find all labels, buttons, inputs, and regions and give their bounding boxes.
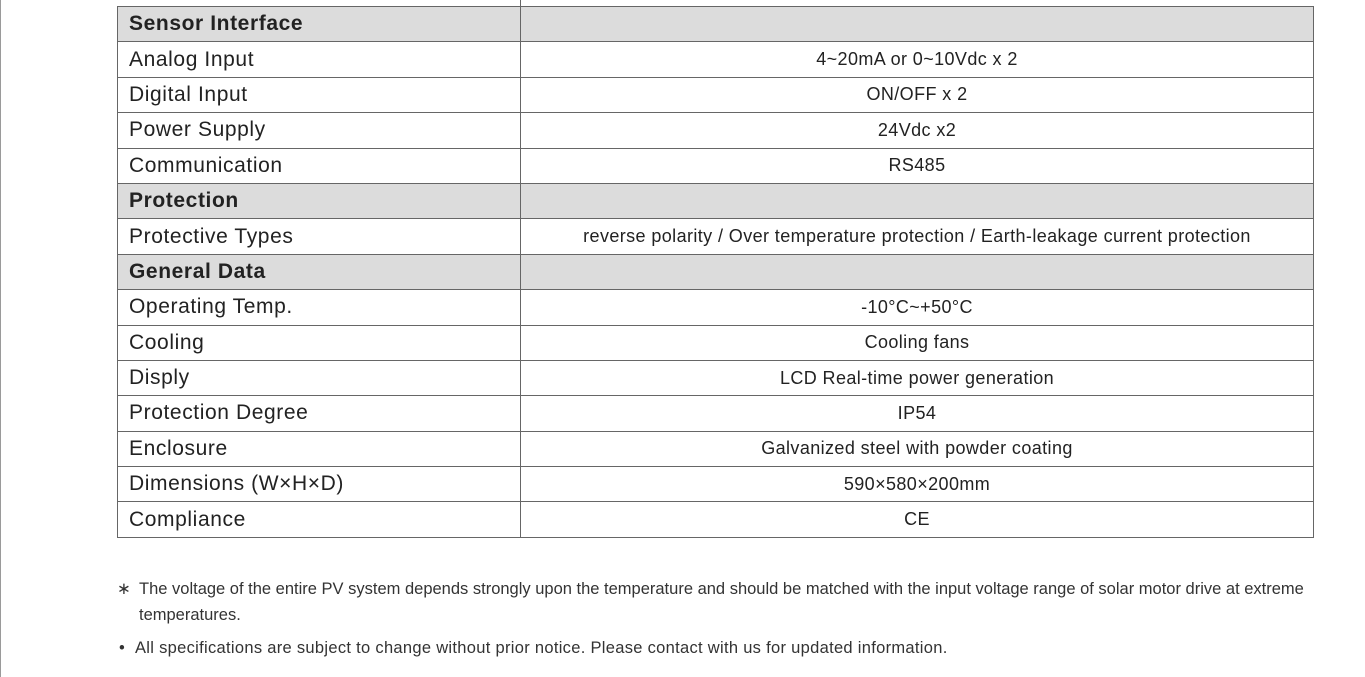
spec-label: Communication [118,148,521,183]
voltage-note-text: The voltage of the entire PV system depends strongly upon the temperature and should be matched with the input voltage range of solar motor drive at extreme temperatures. [139,580,1304,624]
spec-value: 4~20mA or 0~10Vdc x 2 [521,42,1314,77]
spec-value [521,7,1314,42]
footnotes [117,576,1327,660]
table-row [118,290,1314,325]
section-title: Protection [118,183,521,218]
section-header-row [118,254,1314,289]
section-title: Sensor Interface [118,7,521,42]
voltage-note [117,576,1327,628]
spec-value: LCD Real-time power generation [521,360,1314,395]
table-row [118,148,1314,183]
table-row [118,325,1314,360]
spec-label: Protective Types [118,219,521,254]
asterisk-icon: ∗ [117,580,131,598]
spec-label: Compliance [118,502,521,537]
table-row [118,219,1314,254]
spec-value: RS485 [521,148,1314,183]
section-title: General Data [118,254,521,289]
spec-value: 590×580×200mm [521,467,1314,502]
spec-value [521,254,1314,289]
spec-label: Enclosure [118,431,521,466]
spec-label: Protection Degree [118,396,521,431]
spec-label: Analog Input [118,42,521,77]
table-row [118,77,1314,112]
spec-value: reverse polarity / Over temperature protection / Earth-leakage current protection [521,219,1314,254]
bullet-icon: • [119,639,126,657]
spec-table [117,6,1314,538]
spec-label: Digital Input [118,77,521,112]
spec-label: Dimensions (W×H×D) [118,467,521,502]
table-row [118,360,1314,395]
table-row [118,502,1314,537]
spec-label: Cooling [118,325,521,360]
table-row [118,396,1314,431]
spec-value: -10°C~+50°C [521,290,1314,325]
disclaimer-note-text: All specifications are subject to change without prior notice. Please contact with us for updated information. [135,639,948,657]
spec-table-body [118,7,1314,538]
page-left-border [0,0,1,677]
section-header-row [118,183,1314,218]
spec-label: Power Supply [118,113,521,148]
table-row [118,431,1314,466]
spec-value: Galvanized steel with powder coating [521,431,1314,466]
spec-label: Disply [118,360,521,395]
section-header-row [118,7,1314,42]
disclaimer-note [117,636,1327,660]
spec-value: 24Vdc x2 [521,113,1314,148]
spec-value: Cooling fans [521,325,1314,360]
table-row [118,113,1314,148]
spec-value: IP54 [521,396,1314,431]
table-row [118,467,1314,502]
spec-value [521,183,1314,218]
spec-label: Operating Temp. [118,290,521,325]
spec-value: CE [521,502,1314,537]
spec-value: ON/OFF x 2 [521,77,1314,112]
table-row [118,42,1314,77]
